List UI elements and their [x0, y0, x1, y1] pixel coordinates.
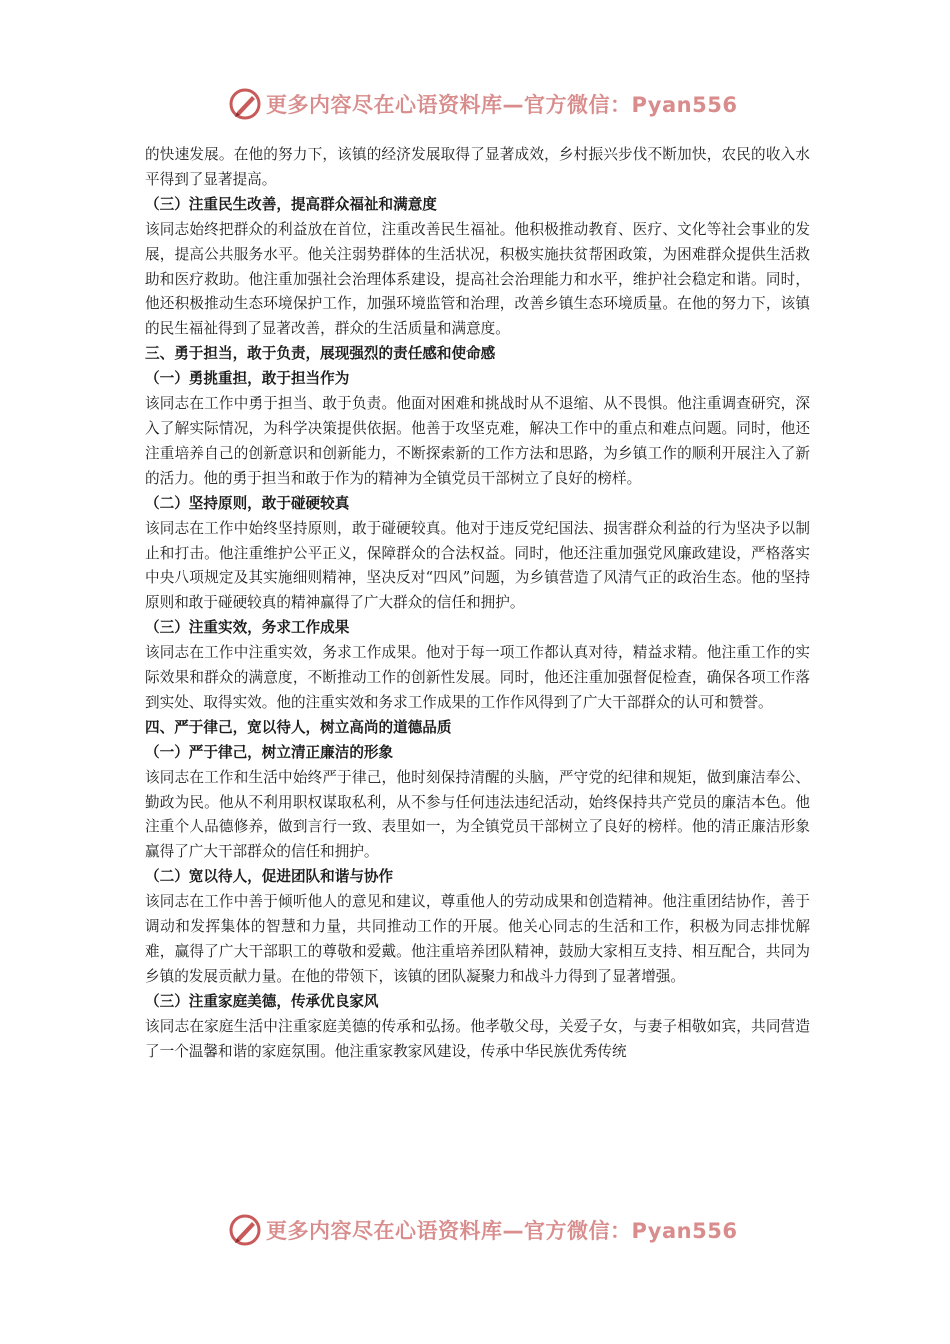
pen-logo-icon [228, 1213, 262, 1247]
header-banner [228, 84, 748, 124]
paragraph: 该同志始终把群众的利益放在首位，注重改善民生福祉。他积极推动教育、医疗、文化等社会事业的发展，提高公共服务水平。他关注弱势群体的生活状况，积极实施扶贫帮困政策，为困难群众提供生活救助和医疗救助。他注重加强社会治理体系建设，提高社会治理能力和水平，维护社会稳定和谐。同时，他还积极推动生态环境保护工作，加强环境监管和治理，改善乡镇生态环境质量。在他的努力下，该镇的民生福祉得到了显著改善，群众的生活质量和满意度。 [145, 220, 810, 338]
paragraph: 该同志在工作中注重实效，务求工作成果。他对于每一项工作都认真对待，精益求精。他注重工作的实际效果和群众的满意度，不断推动工作的创新性发展。同时，他还注重加强督促检查，确保各项工作落到实处、取得实效。他的注重实效和务求工作成果的工作作风得到了广大干部群众的认可和赞誉。 [145, 644, 810, 711]
paragraph: 该同志在工作中始终坚持原则，敢于碰硬较真。他对于违反党纪国法、损害群众利益的行为坚决予以制止和打击。他注重维护公平正义，保障群众的合法权益。同时，他还注重加强党风廉政建设，严格落实中央八项规定及其实施细则精神，坚决反对“四风”问题，为乡镇营造了风清气正的政治生态。他的坚持原则和敢于碰硬较真的精神赢得了广大群众的信任和拥护。 [145, 519, 810, 612]
paragraph: 该同志在工作中勇于担当、敢于负责。他面对困难和挑战时从不退缩、从不畏惧。他注重调查研究，深入了解实际情况，为科学决策提供依据。他善于攻坚克难，解决工作中的重点和难点问题。同时，他还注重培养自己的创新意识和创新能力，不断探索新的工作方法和思路，为乡镇工作的顺利开展注入了新的活力。他的勇于担当和敢于作为的精神为全镇党员干部树立了良好的榜样。 [145, 395, 810, 487]
paragraph: 该同志在工作中善于倾听他人的意见和建议，尊重他人的劳动成果和创造精神。他注重团结协作，善于调动和发挥集体的智慧和力量，共同推动工作的开展。他关心同志的生活和工作，积极为同志排忧解难，赢得了广大干部职工的尊敬和爱戴。他注重培养团队精神，鼓励大家相互支持、相互配合，共同为乡镇的发展贡献力量。在他的带领下，该镇的团队凝聚力和战斗力得到了显著增强。 [145, 893, 810, 985]
section-heading: （三）注重家庭美德，传承优良家风 [145, 992, 379, 1010]
section-heading: （二）宽以待人，促进团队和谐与协作 [145, 868, 394, 886]
section-heading: 四、严于律己，宽以待人，树立高尚的道德品质 [145, 718, 452, 736]
section-heading: （二）坚持原则，敢于碰硬较真 [145, 494, 350, 512]
section-heading: 三、勇于担当，敢于负责，展现强烈的责任感和使命感 [145, 345, 496, 363]
document-body [145, 143, 810, 1065]
paragraph: 的快速发展。在他的努力下，该镇的经济发展取得了显著成效，乡村振兴步伐不断加快，农民的收入水平得到了显著提高。 [145, 146, 810, 188]
section-heading: （一）勇挑重担，敢于担当作为 [145, 370, 350, 388]
paragraph: 该同志在工作和生活中始终严于律己，他时刻保持清醒的头脑，严守党的纪律和规矩，做到廉洁奉公、勤政为民。他从不利用职权谋取私利，从不参与任何违法违纪活动，始终保持共产党员的廉洁本色。他注重个人品德修养，做到言行一致、表里如一，为全镇党员干部树立了良好的榜样。他的清正廉洁形象赢得了广大干部群众的信任和拥护。 [145, 768, 810, 861]
section-heading: （一）严于律己，树立清正廉洁的形象 [145, 743, 394, 761]
footer-banner [228, 1210, 748, 1250]
paragraph: 该同志在家庭生活中注重家庭美德的传承和弘扬。他孝敬父母，关爱子女，与妻子相敬如宾，共同营造了一个温馨和谐的家庭氛围。他注重家教家风建设，传承中华民族优秀传统 [145, 1017, 810, 1060]
section-heading: （三）注重实效，务求工作成果 [145, 619, 350, 637]
pen-logo-icon [228, 87, 262, 121]
section-heading: （三）注重民生改善，提高群众福祉和满意度 [145, 195, 437, 213]
banner-text: 更多内容尽在心语资料库—官方微信：Pyan556 [266, 1219, 738, 1243]
banner-text: 更多内容尽在心语资料库—官方微信：Pyan556 [266, 93, 738, 117]
